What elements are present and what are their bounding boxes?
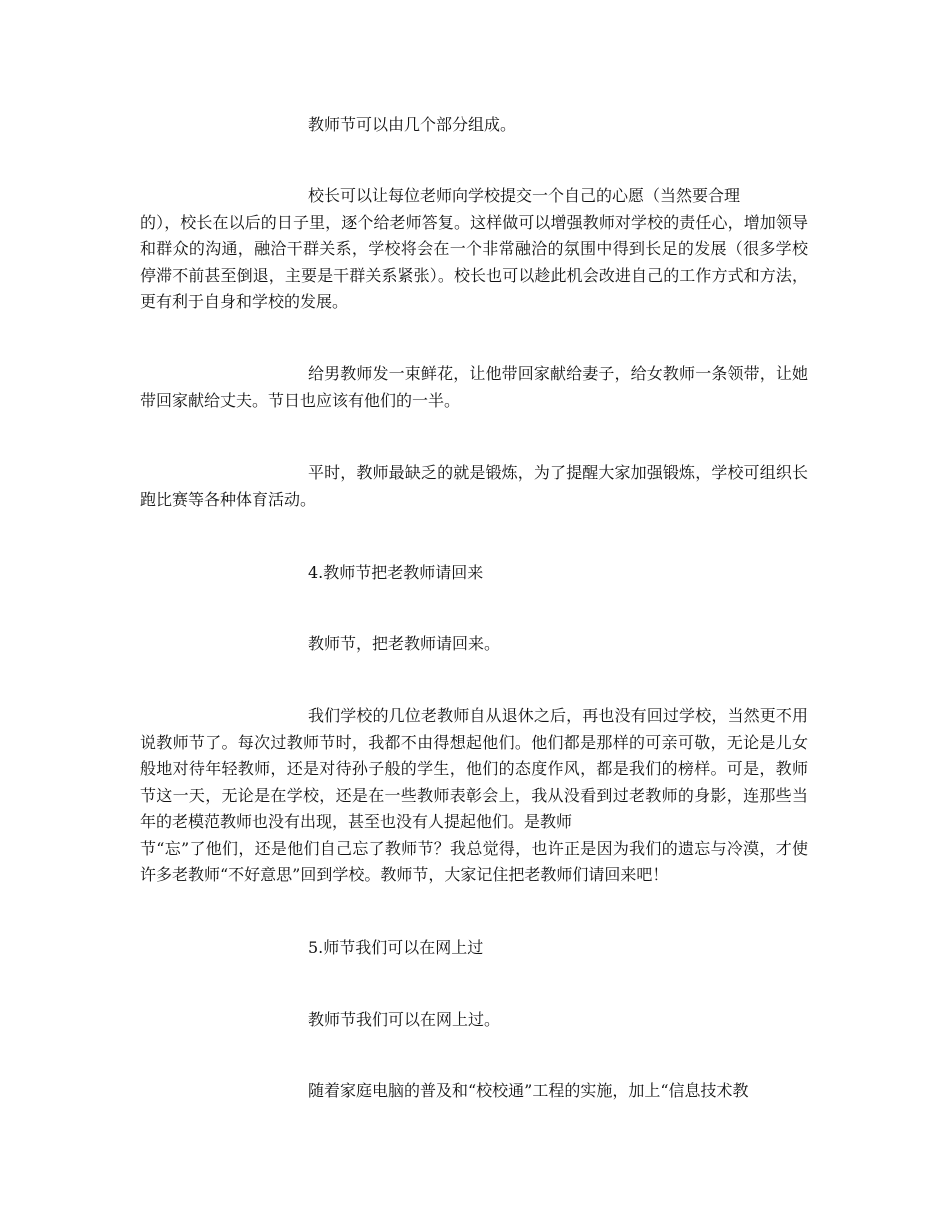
paragraph-exercise: 平时，教师最缺乏的就是锻炼，为了提醒大家加强锻炼，学校可组织长跑比赛等各种体育活动。 [140,463,808,509]
paragraph-invite-retired: 教师节，把老教师请回来。 [308,634,501,653]
paragraph-retired-teachers: 我们学校的几位老教师自从退休之后，再也没有回过学校，当然更不用说教师节了。每次过教师节时，我都不由得想起他们。他们都是那样的可亲可敬，无论是儿女般地对待年轻教师，还是对待孙子般的学生，他们的态度作风，都是我们的榜样。可是，教师节这一天，无论是在学校，还是在一些教师表彰会上，我从没看到过老教师的身影，连那些当年的老模范教师也没有出现，甚至也没有人提起他们。是教师 节“忘”了他们，还是他们自己忘了教师节？我总觉得，也许正是因为我们的遗忘与冷漠，才使许多老教师“不好意思”回到学校。教师节，大家记住把老教师们请回来吧！ [140,706,808,884]
paragraph-intro: 教师节可以由几个部分组成。 [308,115,517,134]
paragraph-computers: 随着家庭电脑的普及和“校校通”工程的实施，加上“信息技术教 [308,1081,749,1100]
section-heading-4: 4.教师节把老教师请回来 [308,563,484,582]
section-heading-5: 5.师节我们可以在网上过 [308,938,484,957]
paragraph-principal-wishes: 校长可以让每位老师向学校提交一个自己的心愿（当然要合理 的），校长在以后的日子里，逐个给老师答复。这样做可以增强教师对学校的责任心，增加领导和群众的沟通，融洽干群关系，学校将会在一个非常融洽的氛围中得到长足的发展（很多学校停滞不前甚至倒退，主要是干群关系紧张）。校长也可以趁此机会改进自己的工作方式和方法，更有利于自身和学校的发展。 [140,186,808,311]
paragraph-online-celebration: 教师节我们可以在网上过。 [308,1010,501,1029]
paragraph-flowers-gifts: 给男教师发一束鲜花，让他带回家献给妻子，给女教师一条领带，让她带回家献给丈夫。节日也应该有他们的一半。 [140,364,808,410]
